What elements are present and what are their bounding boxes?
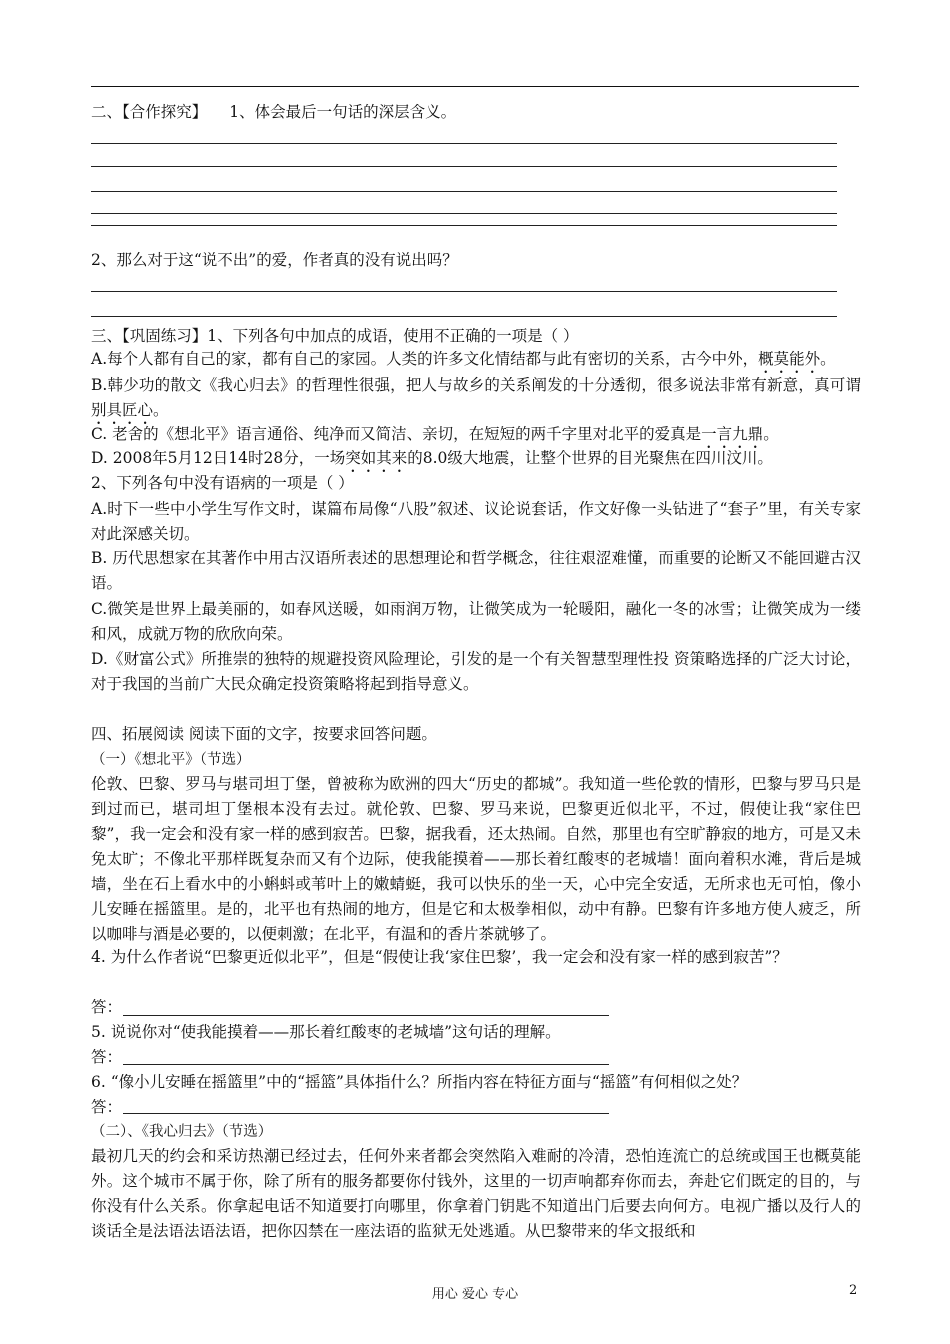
dotted-idiom: 突如其来 [345,449,408,467]
answer-line [91,225,837,226]
option-text: 。 [763,425,779,443]
option-text: 的8.0级大地震，让整个世界的目光聚焦在四川汶川。 [407,449,773,467]
answer-line [91,213,837,214]
part1-passage: 伦敦、巴黎、罗马与堪司坦丁堡，曾被称为欧洲的四大“历史的都城”。我知道一些伦敦的情形，巴黎与罗马只是到过而已，堪司坦丁堡根本没有去过。就伦敦、巴黎、罗马来说，巴黎更近似北平，不过，假使让我“家住巴黎”，我一定会和没有家一样的感到寂苦。巴黎，据我看，还太热闹。自然，那里也有空旷静寂的地方，可是又未免太旷；不像北平那样既复杂而又有个边际，使我能摸着——那长着红酸枣的老城墙！面向着积水滩，背后是城墙，坐在石上看水中的小蝌蚪或苇叶上的嫩蜻蜓，我可以快乐的坐一天，心中完全安适，无所求也无可怕，像小儿安睡在摇篮里。是的，北平也有热闹的地方，但是它和太极拳相似，动中有静。巴黎有许多地方使人疲乏，所以咖啡与酒是必要的，以便刺激；在北平，有温和的香片茶就够了。 [91,775,861,943]
question-5: 5. 说说你对“使我能摸着——那长着红酸枣的老城墙”这句话的理解。 [91,1023,561,1041]
header-rule [91,86,859,87]
section2-title: 二、【合作探究】 [91,103,208,121]
page-number: 2 [849,1283,858,1298]
part2-passage: 最初几天的约会和采访热潮已经过去，任何外来者都会突然陷入难耐的冷清，恐怕连流亡的总统或国王也概莫能外。这个城市不属于你，除了所有的服务都要你付钱外，这里的一切声响都弃你而去，奔赴它们既定的目的，与你没有什么关系。你拿起电话不知道要打向哪里，你拿着门钥匙不知道出门后要去向何方。电视广播以及行人的谈话全是法语法语法语，把你囚禁在一座法语的监狱无处逃遁。从巴黎带来的华文报纸和 [91,1147,861,1240]
option-2a: A.时下一些中小学生写作文时，谋篇布局像“八股”叙述、议论说套话，作文好像一头钻进了“套子”里，有关专家对此深感关切。 [91,500,861,543]
dotted-idiom: 一言九鼎 [701,425,764,443]
section3-heading [91,325,579,347]
dotted-idiom: 概莫能外 [758,350,821,368]
answer-label: 答： [91,998,123,1016]
option-2c: C.微笑是世界上最美丽的，如春风送暖，如雨润万物，让微笑成为一轮暖阳，融化一冬的冰雪；让微笑成为一缕和风，成就万物的欣欣向荣。 [91,600,861,643]
option-text: C. 老舍的《想北平》语言通俗、纯净而又简洁、亲切，在短短的两千字里对北平的爱真是 [91,425,702,443]
section3-q1: 1、下列各句中加点的成语，使用不正确的一项是（ ） [207,327,579,345]
part2-title: （二）、《我心归去》（节选） [91,1124,273,1140]
section2-heading [91,101,456,123]
section4-title: 四、拓展阅读 阅读下面的文字，按要求回答问题。 [91,725,437,743]
answer-line [91,166,837,167]
option-text: 。 [820,350,836,368]
answer-line [91,316,837,317]
answer-line[interactable] [123,1064,609,1065]
answer-line[interactable] [123,1015,609,1016]
option-2b: B. 历代思想家在其著作中用古汉语所表述的思想理论和哲学概念，往往艰涩难懂，而重要的论断又不能回避古汉语。 [91,549,861,592]
section2-q1: 1、体会最后一句话的深层含义。 [229,103,457,121]
answer-line [91,143,837,144]
option-text: D. 2008年5月12日14时28分，一场 [91,449,346,467]
answer-line [91,291,837,292]
answer-line[interactable] [123,1113,609,1114]
dotted-idiom: 别具匠心 [91,401,154,419]
answer-line [91,191,837,192]
answer-label: 答： [91,1098,123,1116]
option-text: B.韩少功的散文《我心归去》的哲理性很强，把人与故乡的关系阐发的十分透彻，很多说法非常有新意，真可谓 [91,376,861,394]
question-6: 6. “像小儿安睡在摇篮里”中的“摇篮”具体指什么？所指内容在特征方面与“摇篮”有何相似之处？ [91,1073,748,1091]
option-text: 。 [153,401,169,419]
answer-label: 答： [91,1048,123,1066]
section3-q2: 2、下列各句中没有语病的一项是（ ） [91,474,354,492]
section3-title: 三、【巩固练习】 [91,327,208,345]
option-text: A.每个人都有自己的家，都有自己的家园。人类的许多文化情结都与此有密切的关系，古今中外， [91,350,759,368]
option-2d: D.《财富公式》所推崇的独特的规避投资风险理论，引发的是一个有关智慧型理性投 资策略选择的广泛大讨论，对于我国的当前广大民众确定投资策略将起到指导意义。 [91,650,861,693]
section2-q2: 2、那么对于这“说不出”的爱，作者真的没有说出吗？ [91,251,458,269]
footer-text: 用心 爱心 专心 [431,1287,519,1302]
question-4: 4. 为什么作者说“巴黎更近似北平”，但是“假使让我‘家住巴黎’，我一定会和没有家一样的感到寂苦”？ [91,948,788,966]
part1-title: （一）《想北平》（节选） [91,752,251,768]
option-1b [91,373,861,428]
